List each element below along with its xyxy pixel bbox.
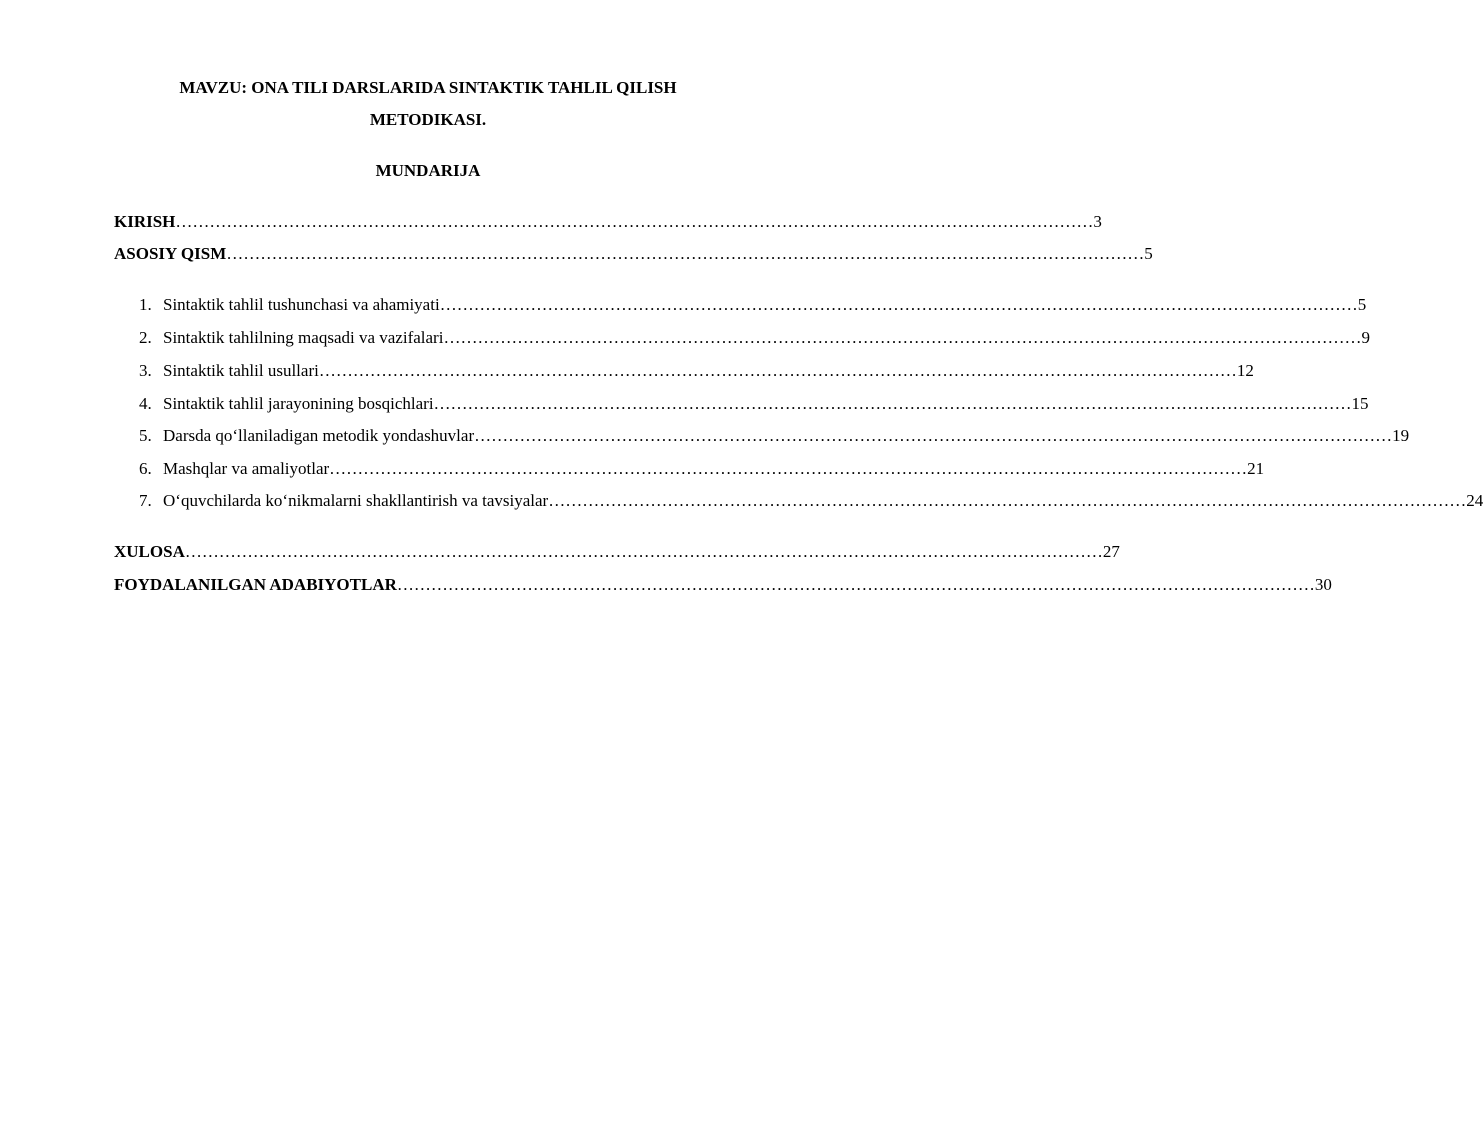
document-title-line-1: MAVZU: ONA TILI DARSLARIDA SINTAKTIK TAHLIL QILISH — [179, 78, 677, 97]
toc-page-number: 5 — [1144, 244, 1153, 263]
toc-leader-dots: ……………………………………………………………………………………………………………………………………………… — [329, 459, 1248, 478]
toc-entry-label: XULOSA — [114, 542, 185, 561]
toc-entry-foydalanilgan-adabiyotlar[interactable] — [114, 573, 1332, 597]
toc-section-number: 4. — [139, 394, 152, 413]
toc-leader-dots: ……………………………………………………………………………………………………………………………………………… — [226, 244, 1145, 263]
toc-section-5[interactable] — [139, 424, 1410, 448]
toc-page-number: 3 — [1093, 212, 1102, 231]
toc-leader-dots: ……………………………………………………………………………………………………………………………………………… — [439, 295, 1358, 314]
toc-section-1[interactable] — [139, 293, 1367, 317]
toc-leader-dots: ……………………………………………………………………………………………………………………………………………… — [184, 542, 1103, 561]
toc-entry-label: KIRISH — [114, 212, 176, 231]
toc-section-7[interactable] — [139, 489, 1483, 513]
toc-page-number: 21 — [1247, 459, 1265, 478]
toc-leader-dots: ……………………………………………………………………………………………………………………………………………… — [443, 328, 1362, 347]
toc-leader-dots: ……………………………………………………………………………………………………………………………………………… — [396, 575, 1315, 594]
toc-entry-kirish[interactable] — [114, 210, 1102, 234]
toc-section-6[interactable] — [139, 457, 1265, 481]
toc-section-number: 3. — [139, 361, 152, 380]
toc-entry-label: ASOSIY QISM — [114, 244, 227, 263]
toc-leader-dots: ……………………………………………………………………………………………………………………………………………… — [318, 361, 1237, 380]
toc-section-4[interactable] — [139, 392, 1369, 416]
toc-section-number: 7. — [139, 491, 152, 510]
toc-section-3[interactable] — [139, 359, 1254, 383]
toc-entry-label: FOYDALANILGAN ADABIYOTLAR — [114, 575, 397, 594]
toc-page-number: 5 — [1357, 295, 1367, 314]
toc-leader-dots: ……………………………………………………………………………………………………………………………………………… — [175, 212, 1094, 231]
toc-leader-dots: ……………………………………………………………………………………………………………………………………………… — [474, 426, 1393, 445]
toc-section-label: Mashqlar va amaliyotlar — [163, 459, 330, 478]
toc-page-number: 24 — [1466, 491, 1483, 510]
toc-section-number: 5. — [139, 426, 152, 445]
toc-section-label: Sintaktik tahlil jarayonining bosqichlari — [163, 394, 434, 413]
toc-section-label: Sintaktik tahlil tushunchasi va ahamiyati — [163, 295, 440, 314]
toc-entry-asosiy-qism[interactable] — [114, 242, 1153, 266]
toc-entry-xulosa[interactable] — [114, 540, 1120, 564]
toc-page-number: 15 — [1351, 394, 1369, 413]
toc-page-number: 27 — [1102, 542, 1120, 561]
toc-page-number: 30 — [1314, 575, 1332, 594]
toc-heading: MUNDARIJA — [375, 161, 481, 180]
toc-page-number: 9 — [1361, 328, 1370, 347]
toc-section-2[interactable] — [139, 326, 1370, 350]
toc-section-label: Darsda qo‘llaniladigan metodik yondashuvlar — [163, 426, 475, 445]
document-title-line-2: METODIKASI. — [369, 110, 487, 129]
toc-section-number: 2. — [139, 328, 152, 347]
toc-leader-dots: ……………………………………………………………………………………………………………………………………………… — [433, 394, 1352, 413]
toc-section-number: 6. — [139, 459, 152, 478]
toc-page-number: 19 — [1392, 426, 1410, 445]
toc-section-label: Sintaktik tahlilning maqsadi va vazifalari — [163, 328, 444, 347]
toc-page-number: 12 — [1236, 361, 1254, 380]
toc-section-label: Sintaktik tahlil usullari — [163, 361, 319, 380]
toc-section-label: O‘quvchilarda ko‘nikmalarni shakllantirish va tavsiyalar — [163, 491, 549, 510]
toc-leader-dots: ……………………………………………………………………………………………………………………………………………… — [548, 491, 1467, 510]
toc-section-number: 1. — [139, 295, 152, 314]
